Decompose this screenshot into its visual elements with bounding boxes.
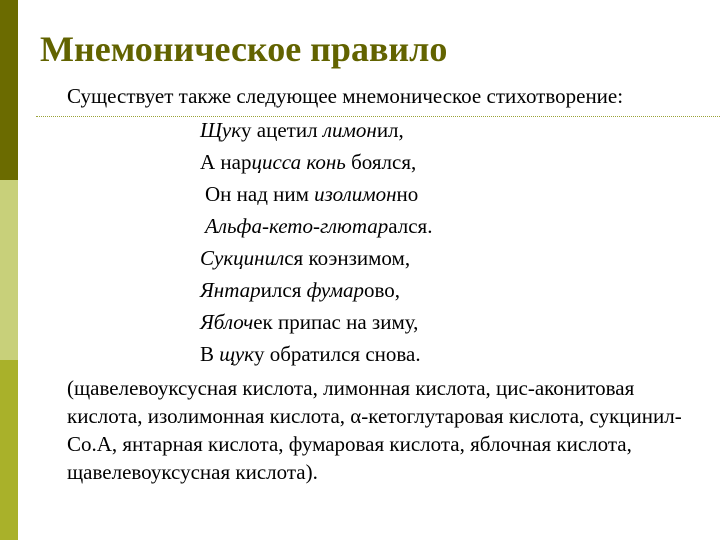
slide-title: Мнемоническое правило [40, 29, 448, 69]
poem-fragment-italic: фумар [306, 278, 365, 302]
poem-fragment-italic: Альфа-кето-глютар [205, 214, 389, 238]
left-accent-bar-top [0, 0, 18, 180]
poem-line [200, 118, 404, 143]
poem-fragment-italic: Щук [200, 118, 242, 142]
poem-fragment-italic: щук [219, 342, 254, 366]
poem-fragment: ово, [364, 278, 401, 302]
poem-fragment-italic: Яблоч [200, 310, 254, 334]
poem-fragment-italic: Янтар [200, 278, 261, 302]
poem-fragment-italic: Сукцинил [200, 246, 285, 270]
poem-fragment: ился [260, 278, 307, 302]
poem-fragment: Он над ним [205, 182, 315, 206]
title-divider [36, 116, 720, 117]
left-accent-bar-bottom [0, 360, 18, 540]
poem-fragment: ался. [388, 214, 433, 238]
poem-fragment: А нар [200, 150, 252, 174]
poem-line [200, 342, 421, 367]
poem-fragment: но [396, 182, 419, 206]
poem-fragment: боялся, [345, 150, 417, 174]
poem-fragment: ек припас на зиму, [253, 310, 419, 334]
explanation-text: (щавелевоуксусная кислота, лимонная кислота, цис-аконитовая кислота, изолимонная кислота, α-кетоглутаровая кислота, сукцинил-Со.А, янтарная кислота, фумаровая кислота, яблочная кислота, щавелевоуксусная кислота). [67, 376, 682, 484]
poem-fragment: ся коэнзимом, [284, 246, 411, 270]
poem-line [200, 278, 400, 303]
poem-fragment: у ацетил [241, 118, 323, 142]
poem-line [205, 182, 418, 207]
poem-fragment-italic: лимон [322, 118, 377, 142]
poem-line [205, 214, 432, 239]
poem-line [200, 310, 418, 335]
poem-line [200, 150, 416, 175]
left-accent-bar-middle [0, 180, 18, 360]
poem-fragment-italic: изолимон [314, 182, 397, 206]
intro-text: Существует также следующее мнемоническое стихотворение: [67, 84, 624, 108]
poem-fragment: В [200, 342, 220, 366]
poem-fragment: у обратился снова. [254, 342, 421, 366]
poem-fragment-italic: цисса конь [251, 150, 346, 174]
poem-fragment: ил, [376, 118, 404, 142]
poem-line [200, 246, 410, 271]
